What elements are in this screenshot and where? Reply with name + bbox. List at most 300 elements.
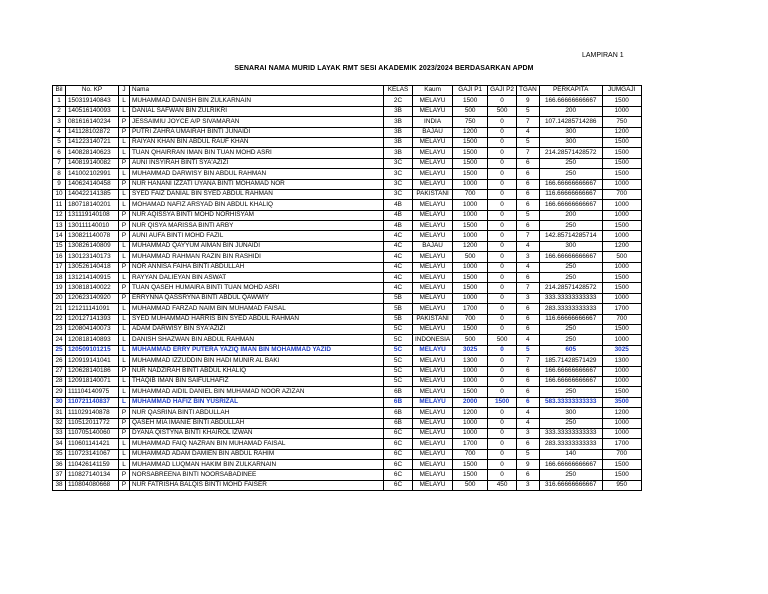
col-kelas-cell: 5C: [384, 366, 413, 376]
col-gaji-p1-cell: 1500: [453, 221, 488, 231]
col-no-kp-cell: 110804080668: [66, 480, 119, 490]
col-gaji-p2-cell: 0: [488, 356, 517, 366]
col-kelas-cell: 5C: [384, 324, 413, 334]
col-nama-cell: SYED FAIZ DANIAL BIN SYED ABDUL RAHMAN: [130, 189, 384, 199]
table-row: [53, 158, 642, 168]
col-jumgaji-cell: 1500: [602, 158, 641, 168]
col-no-kp-cell: 111104140975: [66, 387, 119, 397]
col-nama-cell: MUHAMMAD AIDIL DANIEL BIN MUHAMAD NOOR AZIZAN: [130, 387, 384, 397]
col-bil-cell: 5: [53, 137, 66, 147]
col-gaji-p2-cell: 500: [488, 106, 517, 116]
table-row: [53, 470, 642, 480]
col-kaum-cell: MELAYU: [413, 480, 453, 490]
col-jantina-cell: P: [119, 158, 130, 168]
col-gaji-p1-cell: 1700: [453, 439, 488, 449]
col-gaji-p2-cell: 0: [488, 221, 517, 231]
col-gaji-p2-cell: 0: [488, 169, 517, 179]
col-gaji-p1-cell: 1200: [453, 127, 488, 137]
col-nama-cell: MUHAMMAD FAIQ NAZRAN BIN MUHAMAD FAISAL: [130, 439, 384, 449]
col-jumgaji-cell: 1500: [602, 283, 641, 293]
col-no-kp-cell: 110721140837: [66, 397, 119, 407]
col-kelas-cell: 4C: [384, 283, 413, 293]
col-kaum-cell: MELAYU: [413, 304, 453, 314]
col-bil-cell: 9: [53, 179, 66, 189]
col-jumgaji-cell: 1200: [602, 408, 641, 418]
col-no-kp-cell: 140828140623: [66, 148, 119, 158]
col-tanggungan-header: TGAN: [516, 86, 539, 96]
col-tanggungan-cell: 6: [516, 366, 539, 376]
col-kelas-cell: 4B: [384, 200, 413, 210]
col-kaum-cell: MELAYU: [413, 106, 453, 116]
col-gaji-p2-cell: 0: [488, 189, 517, 199]
col-nama-cell: NOR ANNISA FAIHA BINTI ABDULLAH: [130, 262, 384, 272]
col-no-kp-cell: 121211141091: [66, 304, 119, 314]
col-jantina-cell: L: [119, 189, 130, 199]
col-kelas-cell: 6C: [384, 480, 413, 490]
col-kelas-cell: 3B: [384, 127, 413, 137]
table-row: [53, 408, 642, 418]
col-nama-cell: TUAN QASEH HUMAIRA BINTI TUAN MOHD ASRI: [130, 283, 384, 293]
col-gaji-p2-cell: 500: [488, 335, 517, 345]
col-nama-cell: NUR HANANI IZZATI UYANA BINTI MOHAMAD NOR: [130, 179, 384, 189]
col-nama-cell: THAQIB IMAN BIN SAIFULHAFIZ: [130, 376, 384, 386]
col-jumgaji-cell: 1200: [602, 241, 641, 251]
col-tanggungan-cell: 6: [516, 397, 539, 407]
col-tanggungan-cell: 6: [516, 158, 539, 168]
col-no-kp-cell: 120818140893: [66, 335, 119, 345]
col-perkapita-cell: 166.66666666667: [539, 376, 602, 386]
col-gaji-p2-cell: 0: [488, 387, 517, 397]
col-no-kp-cell: 111029140878: [66, 408, 119, 418]
col-jantina-cell: P: [119, 117, 130, 127]
table-row: [53, 376, 642, 386]
table-row: [53, 293, 642, 303]
col-jantina-cell: P: [119, 480, 130, 490]
col-no-kp-cell: 110705140060: [66, 428, 119, 438]
col-perkapita-cell: 333.33333333333: [539, 293, 602, 303]
table-row: [53, 428, 642, 438]
col-jumgaji-cell: 1500: [602, 148, 641, 158]
col-no-kp-cell: 131119140108: [66, 210, 119, 220]
col-gaji-p2-cell: 0: [488, 470, 517, 480]
col-gaji-p2-cell: 0: [488, 210, 517, 220]
col-no-kp-header: No. KP: [66, 86, 119, 96]
col-no-kp-cell: 120628140186: [66, 366, 119, 376]
col-no-kp-cell: 120509101215: [66, 345, 119, 355]
col-kelas-cell: 3B: [384, 106, 413, 116]
table-row: [53, 418, 642, 428]
col-kaum-cell: MELAYU: [413, 356, 453, 366]
col-bil-cell: 38: [53, 480, 66, 490]
col-tanggungan-cell: 6: [516, 200, 539, 210]
col-perkapita-cell: 116.66666666667: [539, 189, 602, 199]
col-kelas-cell: 3B: [384, 148, 413, 158]
col-kelas-header: KELAS: [384, 86, 413, 96]
col-tanggungan-cell: 4: [516, 408, 539, 418]
col-nama-cell: MOHAMAD NAFIZ ARSYAD BIN ABDUL KHALIQ: [130, 200, 384, 210]
col-gaji-p1-cell: 1000: [453, 366, 488, 376]
col-gaji-p1-cell: 1000: [453, 293, 488, 303]
col-jumgaji-cell: 1700: [602, 304, 641, 314]
col-perkapita-cell: 107.14285714286: [539, 117, 602, 127]
col-kaum-cell: MELAYU: [413, 252, 453, 262]
col-kaum-cell: MELAYU: [413, 418, 453, 428]
col-tanggungan-cell: 6: [516, 169, 539, 179]
table-row: [53, 356, 642, 366]
col-jantina-cell: L: [119, 148, 130, 158]
col-perkapita-cell: 166.66666666667: [539, 252, 602, 262]
col-kelas-cell: 4B: [384, 221, 413, 231]
col-bil-cell: 33: [53, 428, 66, 438]
col-gaji-p1-cell: 1500: [453, 169, 488, 179]
col-kaum-cell: INDIA: [413, 117, 453, 127]
col-jantina-cell: P: [119, 366, 130, 376]
col-kaum-cell: MELAYU: [413, 179, 453, 189]
col-nama-cell: NUR QASRINA BINTI ABDULLAH: [130, 408, 384, 418]
col-no-kp-cell: 120804140073: [66, 324, 119, 334]
col-kaum-cell: MELAYU: [413, 324, 453, 334]
table-row: [53, 117, 642, 127]
table-row: [53, 169, 642, 179]
col-gaji-p2-cell: 0: [488, 439, 517, 449]
col-kaum-cell: MELAYU: [413, 439, 453, 449]
col-jantina-cell: L: [119, 273, 130, 283]
col-kelas-cell: 3C: [384, 158, 413, 168]
col-perkapita-cell: 200: [539, 106, 602, 116]
col-nama-cell: ERRYNNA QASSRYNA BINTI ABDUL QAWWIY: [130, 293, 384, 303]
col-gaji-p2-cell: 0: [488, 304, 517, 314]
col-gaji-p2-cell: 0: [488, 231, 517, 241]
col-kelas-cell: 6C: [384, 460, 413, 470]
col-kelas-cell: 5C: [384, 376, 413, 386]
col-jumgaji-cell: 1000: [602, 210, 641, 220]
col-perkapita-cell: 250: [539, 169, 602, 179]
col-tanggungan-cell: 3: [516, 293, 539, 303]
col-nama-cell: MUHAMMAD HAFIZ BIN YUSRIZAL: [130, 397, 384, 407]
col-nama-cell: MUHAMMAD RAHMAN RAZIN BIN RASHIDI: [130, 252, 384, 262]
col-bil-cell: 18: [53, 273, 66, 283]
col-perkapita-cell: 283.33333333333: [539, 439, 602, 449]
col-tanggungan-cell: 7: [516, 356, 539, 366]
col-kaum-cell: MELAYU: [413, 470, 453, 480]
col-kelas-cell: 3C: [384, 169, 413, 179]
col-gaji-p1-cell: 2000: [453, 397, 488, 407]
col-perkapita-cell: 250: [539, 387, 602, 397]
col-kaum-cell: MELAYU: [413, 231, 453, 241]
col-gaji-p1-cell: 1200: [453, 408, 488, 418]
col-kaum-cell: MELAYU: [413, 262, 453, 272]
col-no-kp-cell: 110601141421: [66, 439, 119, 449]
col-no-kp-cell: 130123140173: [66, 252, 119, 262]
col-jantina-cell: P: [119, 179, 130, 189]
col-jumgaji-cell: 1500: [602, 387, 641, 397]
col-perkapita-cell: 214.28571428572: [539, 283, 602, 293]
col-jumgaji-cell: 700: [602, 314, 641, 324]
col-no-kp-cell: 110512011772: [66, 418, 119, 428]
col-jumgaji-cell: 3500: [602, 397, 641, 407]
col-perkapita-cell: 300: [539, 408, 602, 418]
col-perkapita-cell: 166.66666666667: [539, 366, 602, 376]
col-kelas-cell: 6C: [384, 439, 413, 449]
col-gaji-p2-cell: 0: [488, 449, 517, 459]
col-no-kp-cell: 150319140843: [66, 96, 119, 106]
col-kelas-cell: 3B: [384, 117, 413, 127]
col-jantina-cell: L: [119, 137, 130, 147]
col-bil-cell: 3: [53, 117, 66, 127]
col-nama-cell: MUHAMMAD ERRY PUTERA YAZIQ IMAN BIN MOHAMMAD YAZID: [130, 345, 384, 355]
col-perkapita-cell: 300: [539, 127, 602, 137]
document-title: SENARAI NAMA MURID LAYAK RMT SESI AKADEMIK 2023/2024 BERDASARKAN APDM: [234, 65, 534, 72]
col-tanggungan-cell: 6: [516, 304, 539, 314]
col-perkapita-cell: 166.66666666667: [539, 179, 602, 189]
table-row: [53, 304, 642, 314]
col-kaum-cell: MELAYU: [413, 449, 453, 459]
table-row: [53, 241, 642, 251]
col-no-kp-cell: 130526140418: [66, 262, 119, 272]
col-no-kp-cell: 130818140022: [66, 283, 119, 293]
col-perkapita-cell: 166.66666666667: [539, 460, 602, 470]
col-kaum-cell: MELAYU: [413, 293, 453, 303]
col-tanggungan-cell: 4: [516, 335, 539, 345]
col-gaji-p1-cell: 1500: [453, 273, 488, 283]
col-jantina-cell: P: [119, 210, 130, 220]
col-kelas-cell: 6C: [384, 449, 413, 459]
table-row: [53, 283, 642, 293]
col-perkapita-cell: 250: [539, 221, 602, 231]
col-jumgaji-cell: 700: [602, 189, 641, 199]
col-gaji-p1-cell: 1000: [453, 179, 488, 189]
col-perkapita-cell: 116.66666666667: [539, 314, 602, 324]
col-jumgaji-cell: 1000: [602, 428, 641, 438]
col-gaji-p1-cell: 1000: [453, 418, 488, 428]
col-jumgaji-cell: 700: [602, 449, 641, 459]
table-row: [53, 106, 642, 116]
col-nama-cell: NUR AQISSYA BINTI MOHD NORHISYAM: [130, 210, 384, 220]
col-gaji-p1-cell: 1500: [453, 460, 488, 470]
table-row: [53, 480, 642, 490]
col-gaji-p2-cell: 0: [488, 428, 517, 438]
col-tanggungan-cell: 5: [516, 106, 539, 116]
col-kaum-cell: MELAYU: [413, 273, 453, 283]
col-tanggungan-cell: 6: [516, 189, 539, 199]
table-row: [53, 200, 642, 210]
col-tanggungan-cell: 6: [516, 314, 539, 324]
col-gaji-p2-cell: 0: [488, 460, 517, 470]
table-row: [53, 189, 642, 199]
col-kelas-cell: 6C: [384, 470, 413, 480]
col-nama-cell: NUR FATRISHA BALQIS BINTI MOHD FAISER: [130, 480, 384, 490]
table-row: [53, 262, 642, 272]
col-bil-cell: 23: [53, 324, 66, 334]
col-bil-cell: 7: [53, 158, 66, 168]
col-jumgaji-cell: 1000: [602, 335, 641, 345]
col-perkapita-cell: 250: [539, 324, 602, 334]
col-perkapita-cell: 250: [539, 262, 602, 272]
col-kelas-cell: 5B: [384, 304, 413, 314]
col-jantina-cell: L: [119, 252, 130, 262]
col-gaji-p1-cell: 1000: [453, 210, 488, 220]
col-gaji-p2-cell: 0: [488, 376, 517, 386]
col-no-kp-cell: 141128102872: [66, 127, 119, 137]
col-kaum-cell: MELAYU: [413, 221, 453, 231]
col-jantina-header: J: [119, 86, 130, 96]
table-row: [53, 397, 642, 407]
col-tanggungan-cell: 4: [516, 262, 539, 272]
col-tanggungan-cell: 6: [516, 439, 539, 449]
col-nama-cell: DANISH SHAZWAN BIN ABDUL RAHMAN: [130, 335, 384, 345]
col-tanggungan-cell: 3: [516, 480, 539, 490]
col-nama-cell: MUHAMMAD DANISH BIN ZULKARNAIN: [130, 96, 384, 106]
col-bil-cell: 34: [53, 439, 66, 449]
col-gaji-p1-cell: 500: [453, 335, 488, 345]
col-no-kp-cell: 120623140920: [66, 293, 119, 303]
col-nama-cell: ADAM DARWISY BIN SYA'AZIZI: [130, 324, 384, 334]
col-bil-cell: 21: [53, 304, 66, 314]
col-perkapita-cell: 316.66666666667: [539, 480, 602, 490]
col-kaum-cell: MELAYU: [413, 376, 453, 386]
col-nama-cell: NORSABREENA BINTI NOORSABADINEE: [130, 470, 384, 480]
col-tanggungan-cell: 7: [516, 231, 539, 241]
table-row: [53, 252, 642, 262]
col-no-kp-cell: 180718140201: [66, 200, 119, 210]
col-kaum-cell: MELAYU: [413, 460, 453, 470]
col-gaji-p1-cell: 700: [453, 189, 488, 199]
col-nama-cell: NUR QISYA MARISSA BINTI ARBY: [130, 221, 384, 231]
col-jumgaji-cell: 1000: [602, 418, 641, 428]
col-jumgaji-cell: 1000: [602, 366, 641, 376]
col-perkapita-cell: 142.85714285714: [539, 231, 602, 241]
col-gaji-p1-cell: 1000: [453, 200, 488, 210]
col-no-kp-cell: 141002102991: [66, 169, 119, 179]
table-row: [53, 449, 642, 459]
col-bil-cell: 24: [53, 335, 66, 345]
col-nama-cell: MUHAMMAD FARZAD NAIM BIN MUHAMAD FAISAL: [130, 304, 384, 314]
col-kaum-cell: PAKISTANI: [413, 314, 453, 324]
col-tanggungan-cell: 4: [516, 127, 539, 137]
col-kaum-cell: MELAYU: [413, 96, 453, 106]
col-gaji-p2-cell: 0: [488, 148, 517, 158]
col-bil-cell: 4: [53, 127, 66, 137]
col-jantina-cell: L: [119, 106, 130, 116]
col-perkapita-header: PERKAPITA: [539, 86, 602, 96]
col-jumgaji-cell: 1500: [602, 96, 641, 106]
col-gaji-p1-cell: 1200: [453, 241, 488, 251]
col-kelas-cell: 4B: [384, 210, 413, 220]
table-row: [53, 137, 642, 147]
col-no-kp-cell: 110723141067: [66, 449, 119, 459]
col-kelas-cell: 3C: [384, 189, 413, 199]
col-perkapita-cell: 583.33333333333: [539, 397, 602, 407]
col-jumgaji-cell: 1300: [602, 356, 641, 366]
col-gaji-p1-cell: 500: [453, 252, 488, 262]
col-perkapita-cell: 250: [539, 273, 602, 283]
col-kaum-cell: MELAYU: [413, 210, 453, 220]
col-gaji-p1-cell: 1500: [453, 158, 488, 168]
col-jantina-cell: L: [119, 241, 130, 251]
col-bil-cell: 36: [53, 460, 66, 470]
col-jantina-cell: L: [119, 449, 130, 459]
col-bil-header: Bil: [53, 86, 66, 96]
col-gaji-p1-cell: 1000: [453, 428, 488, 438]
col-jantina-cell: L: [119, 200, 130, 210]
col-jantina-cell: L: [119, 314, 130, 324]
col-perkapita-cell: 250: [539, 418, 602, 428]
col-no-kp-cell: 130111140010: [66, 221, 119, 231]
col-gaji-p2-header: GAJI P2: [488, 86, 517, 96]
col-kaum-header: Kaum: [413, 86, 453, 96]
table-header-row: [53, 86, 642, 96]
col-gaji-p1-cell: 1700: [453, 304, 488, 314]
col-jantina-cell: L: [119, 460, 130, 470]
col-jantina-cell: L: [119, 387, 130, 397]
col-nama-cell: DYANA QISTYNA BINTI KHAIROL IZWAN: [130, 428, 384, 438]
col-jumgaji-cell: 1000: [602, 231, 641, 241]
col-gaji-p2-cell: 0: [488, 252, 517, 262]
col-kelas-cell: 5C: [384, 345, 413, 355]
col-kaum-cell: PAKISTANI: [413, 189, 453, 199]
col-perkapita-cell: 250: [539, 470, 602, 480]
col-jumgaji-cell: 750: [602, 117, 641, 127]
col-gaji-p2-cell: 0: [488, 324, 517, 334]
col-jumgaji-cell: 1000: [602, 376, 641, 386]
col-kaum-cell: MELAYU: [413, 169, 453, 179]
col-kaum-cell: MELAYU: [413, 408, 453, 418]
col-gaji-p2-cell: 0: [488, 241, 517, 251]
col-tanggungan-cell: 6: [516, 221, 539, 231]
col-jantina-cell: L: [119, 335, 130, 345]
col-gaji-p1-cell: 1000: [453, 231, 488, 241]
col-gaji-p2-cell: 0: [488, 200, 517, 210]
col-bil-cell: 28: [53, 376, 66, 386]
col-nama-cell: NUR NADZIRAH BINTI ABDUL KHALIQ: [130, 366, 384, 376]
col-kaum-cell: MELAYU: [413, 397, 453, 407]
col-bil-cell: 37: [53, 470, 66, 480]
col-gaji-p1-cell: 1000: [453, 376, 488, 386]
col-perkapita-cell: 300: [539, 137, 602, 147]
col-jumgaji-cell: 1500: [602, 273, 641, 283]
col-jumgaji-cell: 1000: [602, 262, 641, 272]
col-kaum-cell: MELAYU: [413, 148, 453, 158]
col-jantina-cell: P: [119, 293, 130, 303]
table-row: [53, 179, 642, 189]
col-nama-cell: MUHAMMAD QAYYUM AIMAN BIN JUNAIDI: [130, 241, 384, 251]
col-kelas-cell: 6B: [384, 408, 413, 418]
col-gaji-p2-cell: 0: [488, 158, 517, 168]
col-jumgaji-cell: 1500: [602, 137, 641, 147]
col-bil-cell: 14: [53, 231, 66, 241]
table-row: [53, 231, 642, 241]
col-tanggungan-cell: 3: [516, 428, 539, 438]
col-perkapita-cell: 200: [539, 210, 602, 220]
student-table: [52, 85, 642, 491]
col-kaum-cell: MELAYU: [413, 200, 453, 210]
col-bil-cell: 27: [53, 366, 66, 376]
col-tanggungan-cell: 7: [516, 283, 539, 293]
col-perkapita-cell: 605: [539, 345, 602, 355]
col-kaum-cell: BAJAU: [413, 127, 453, 137]
col-jumgaji-cell: 1000: [602, 293, 641, 303]
col-jantina-cell: P: [119, 127, 130, 137]
col-gaji-p2-cell: 0: [488, 418, 517, 428]
col-bil-cell: 10: [53, 189, 66, 199]
col-jumgaji-cell: 1500: [602, 470, 641, 480]
col-jumgaji-cell: 1500: [602, 324, 641, 334]
col-bil-cell: 22: [53, 314, 66, 324]
col-jantina-cell: P: [119, 408, 130, 418]
col-no-kp-cell: 130821140078: [66, 231, 119, 241]
col-gaji-p1-cell: 1500: [453, 96, 488, 106]
table-row: [53, 273, 642, 283]
